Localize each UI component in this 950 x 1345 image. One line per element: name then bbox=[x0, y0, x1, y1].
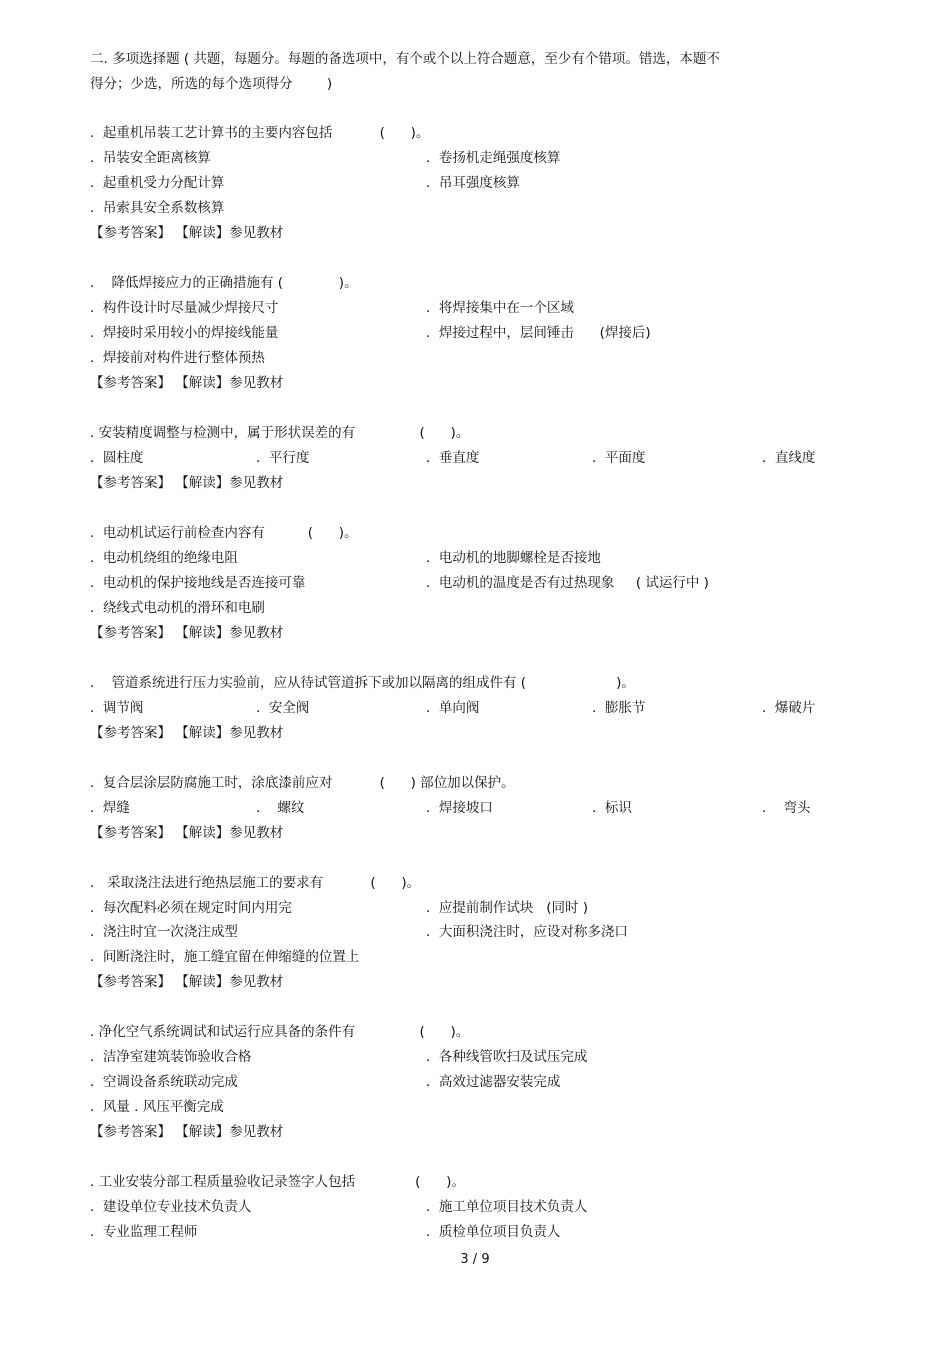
question-option: . 焊接坡口 bbox=[426, 800, 493, 816]
question-stem: . 降低焊接应力的正确措施有 ( )。 bbox=[90, 275, 358, 291]
question-option: . 浇注时宜一次浇注成型 bbox=[90, 924, 238, 940]
question-option: . 吊耳强度核算 bbox=[426, 175, 520, 191]
question-option: . 电动机的保护接地线是否连接可靠 bbox=[90, 575, 306, 591]
question-option: . 构件设计时尽量减少焊接尺寸 bbox=[90, 300, 279, 316]
question-option: . 圆柱度 bbox=[90, 450, 144, 466]
question-option: . 各种线管吹扫及试压完成 bbox=[426, 1049, 588, 1065]
answer-line: 【参考答案】 【解读】参见教材 bbox=[90, 725, 284, 741]
question-stem: . 安装精度调整与检测中，属于形状误差的有 ( )。 bbox=[90, 425, 470, 441]
answer-line: 【参考答案】 【解读】参见教材 bbox=[90, 225, 284, 241]
question-option: . 焊缝 bbox=[90, 800, 130, 816]
question-option: . 标识 bbox=[592, 800, 632, 816]
question-option: . 间断浇注时，施工缝宜留在伸缩缝的位置上 bbox=[90, 949, 360, 965]
question-stem: . 工业安装分部工程质量验收记录签字人包括 ( )。 bbox=[90, 1174, 465, 1190]
question-option: . 弯头 bbox=[762, 800, 811, 816]
question-option: . 焊接时采用较小的焊接线能量 bbox=[90, 325, 279, 341]
question-stem: . 电动机试运行前检查内容有 ( )。 bbox=[90, 525, 358, 541]
question-stem: . 管道系统进行压力实验前，应从待试管道拆下或加以隔离的组成件有 ( )。 bbox=[90, 675, 635, 691]
question-option: . 膨胀节 bbox=[592, 700, 646, 716]
question-option: . 洁净室建筑装饰验收合格 bbox=[90, 1049, 252, 1065]
question-option: . 爆破片 bbox=[762, 700, 816, 716]
question-option: . 电动机绕组的绝缘电阻 bbox=[90, 550, 238, 566]
question-option: . 电动机的温度是否有过热现象 ( 试运行中 ) bbox=[426, 575, 709, 591]
answer-line: 【参考答案】 【解读】参见教材 bbox=[90, 974, 284, 990]
answer-line: 【参考答案】 【解读】参见教材 bbox=[90, 475, 284, 491]
answer-line: 【参考答案】 【解读】参见教材 bbox=[90, 1124, 284, 1140]
question-option: . 调节阀 bbox=[90, 700, 144, 716]
question-option: . 直线度 bbox=[762, 450, 816, 466]
question-option: . 施工单位项目技术负责人 bbox=[426, 1199, 588, 1215]
question-option: . 平行度 bbox=[256, 450, 310, 466]
question-stem: . 复合层涂层防腐施工时，涂底漆前应对 ( ) 部位加以保护。 bbox=[90, 775, 515, 791]
question-option: . 风量 . 风压平衡完成 bbox=[90, 1099, 224, 1115]
question-option: . 单向阀 bbox=[426, 700, 480, 716]
question-option: . 焊接过程中，层间锤击 (焊接后) bbox=[426, 325, 651, 341]
question-option: . 将焊接集中在一个区域 bbox=[426, 300, 574, 316]
question-option: . 螺纹 bbox=[256, 800, 305, 816]
question-option: . 大面积浇注时，应设对称多浇口 bbox=[426, 924, 628, 940]
question-option: . 卷扬机走绳强度核算 bbox=[426, 150, 561, 166]
question-option: . 平面度 bbox=[592, 450, 646, 466]
question-option: . 高效过滤器安装完成 bbox=[426, 1074, 561, 1090]
question-option: . 焊接前对构件进行整体预热 bbox=[90, 350, 265, 366]
question-option: . 绕线式电动机的滑环和电刷 bbox=[90, 600, 265, 616]
question-option: . 吊索具安全系数核算 bbox=[90, 200, 225, 216]
question-option: . 每次配料必须在规定时间内用完 bbox=[90, 900, 292, 916]
answer-line: 【参考答案】 【解读】参见教材 bbox=[90, 825, 284, 841]
question-stem: . 起重机吊装工艺计算书的主要内容包括 ( )。 bbox=[90, 125, 430, 141]
question-option: . 垂直度 bbox=[426, 450, 480, 466]
question-stem: . 采取浇注法进行绝热层施工的要求有 ( )。 bbox=[90, 875, 421, 891]
question-option: . 建设单位专业技术负责人 bbox=[90, 1199, 252, 1215]
page-number: 3 / 9 bbox=[460, 1252, 490, 1267]
question-option: . 安全阀 bbox=[256, 700, 310, 716]
question-option: . 起重机受力分配计算 bbox=[90, 175, 225, 191]
section-header-line2: 得分；少选，所选的每个选项得分 ) bbox=[90, 76, 333, 92]
question-option: . 电动机的地脚螺栓是否接地 bbox=[426, 550, 601, 566]
question-option: . 专业监理工程师 bbox=[90, 1224, 198, 1240]
question-option: . 质检单位项目负责人 bbox=[426, 1224, 561, 1240]
question-option: . 吊装安全距离核算 bbox=[90, 150, 211, 166]
answer-line: 【参考答案】 【解读】参见教材 bbox=[90, 375, 284, 391]
question-option: . 应提前制作试块 (同时 ) bbox=[426, 900, 589, 916]
section-header-line1: 二. 多项选择题 ( 共题，每题分。每题的备选项中，有个或个以上符合题意，至少有个错项。错选，本题不 bbox=[90, 51, 720, 67]
question-option: . 空调设备系统联动完成 bbox=[90, 1074, 238, 1090]
question-stem: . 净化空气系统调试和试运行应具备的条件有 ( )。 bbox=[90, 1024, 470, 1040]
answer-line: 【参考答案】 【解读】参见教材 bbox=[90, 625, 284, 641]
